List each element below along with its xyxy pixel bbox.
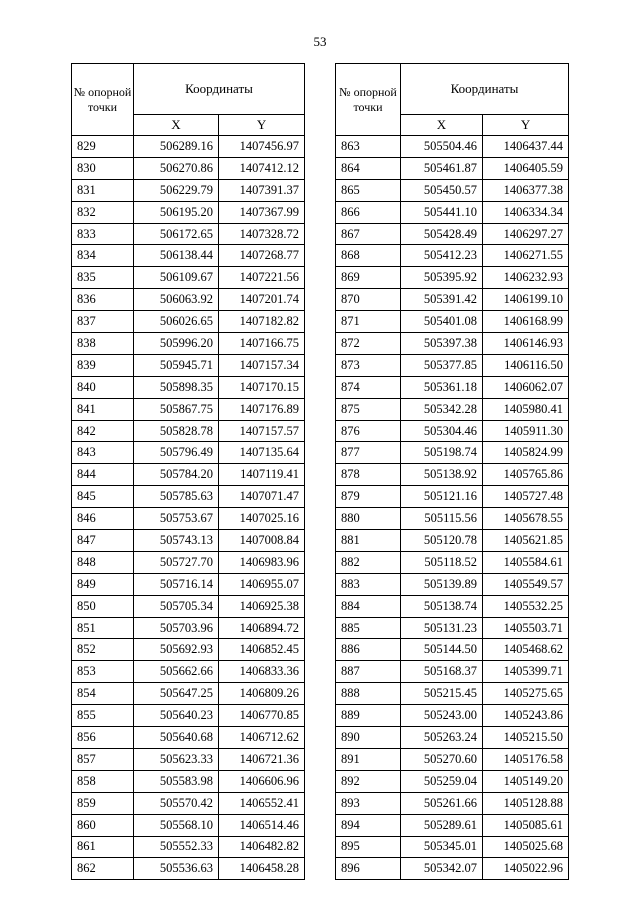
- x-coordinate-cell: 505261.66: [401, 792, 483, 814]
- y-coordinate-cell: 1405149.20: [483, 770, 569, 792]
- table-row: [336, 661, 569, 683]
- table-row: [336, 836, 569, 858]
- table-row: [72, 289, 305, 311]
- x-coordinate-cell: 505662.66: [134, 661, 219, 683]
- point-number-cell: 883: [336, 573, 401, 595]
- y-coordinate-cell: 1405980.41: [483, 398, 569, 420]
- y-coordinate-cell: 1407119.41: [219, 464, 305, 486]
- table-row: [72, 354, 305, 376]
- y-coordinate-cell: 1407412.12: [219, 157, 305, 179]
- y-coordinate-cell: 1406552.41: [219, 792, 305, 814]
- page-number: 53: [313, 34, 327, 49]
- x-coordinate-cell: 505504.46: [401, 136, 483, 158]
- x-coordinate-cell: 505945.71: [134, 354, 219, 376]
- table-row: [72, 770, 305, 792]
- x-coordinate-cell: 505898.35: [134, 376, 219, 398]
- point-number-cell: 834: [72, 245, 134, 267]
- coordinates-table-right: [335, 63, 569, 880]
- table-row: [72, 814, 305, 836]
- table-row: [336, 551, 569, 573]
- y-coordinate-cell: 1405765.86: [483, 464, 569, 486]
- y-coordinate-cell: 1405824.99: [483, 442, 569, 464]
- y-coordinate-cell: 1405911.30: [483, 420, 569, 442]
- table-row: [72, 508, 305, 530]
- point-number-cell: 847: [72, 530, 134, 552]
- table-row: [336, 289, 569, 311]
- table-row: [72, 420, 305, 442]
- x-coordinate-cell: 505568.10: [134, 814, 219, 836]
- table-row: [72, 442, 305, 464]
- x-coordinate-cell: 505168.37: [401, 661, 483, 683]
- y-coordinate-cell: 1405275.65: [483, 683, 569, 705]
- point-number-cell: 849: [72, 573, 134, 595]
- x-coordinate-cell: 505536.63: [134, 858, 219, 880]
- table-row: [336, 770, 569, 792]
- x-coordinate-cell: 505345.01: [401, 836, 483, 858]
- y-coordinate-cell: 1405176.58: [483, 748, 569, 770]
- x-coordinate-cell: 505118.52: [401, 551, 483, 573]
- point-number-cell: 859: [72, 792, 134, 814]
- x-coordinate-cell: 505342.07: [401, 858, 483, 880]
- point-number-cell: 833: [72, 223, 134, 245]
- y-coordinate-cell: 1407008.84: [219, 530, 305, 552]
- y-coordinate-cell: 1406482.82: [219, 836, 305, 858]
- y-coordinate-cell: 1406809.26: [219, 683, 305, 705]
- point-number-cell: 845: [72, 486, 134, 508]
- point-number-cell: 831: [72, 179, 134, 201]
- x-coordinate-cell: 505647.25: [134, 683, 219, 705]
- table-row: [72, 223, 305, 245]
- table-row: [336, 595, 569, 617]
- y-coordinate-cell: 1406116.50: [483, 354, 569, 376]
- point-number-cell: 894: [336, 814, 401, 836]
- table-row: [336, 639, 569, 661]
- table-row: [72, 486, 305, 508]
- y-coordinate-cell: 1405215.50: [483, 727, 569, 749]
- table-row: [72, 595, 305, 617]
- x-coordinate-cell: 505115.56: [401, 508, 483, 530]
- y-coordinate-cell: 1406852.45: [219, 639, 305, 661]
- x-coordinate-cell: 505397.38: [401, 333, 483, 355]
- point-number-cell: 848: [72, 551, 134, 573]
- x-coordinate-cell: 505121.16: [401, 486, 483, 508]
- table-row: [72, 179, 305, 201]
- point-number-cell: 861: [72, 836, 134, 858]
- x-coordinate-cell: 505395.92: [401, 267, 483, 289]
- x-coordinate-cell: 505263.24: [401, 727, 483, 749]
- y-column-header: Y: [483, 115, 569, 136]
- point-number-cell: 851: [72, 617, 134, 639]
- y-coordinate-cell: 1407071.47: [219, 486, 305, 508]
- y-coordinate-cell: 1406712.62: [219, 727, 305, 749]
- table-row: [72, 157, 305, 179]
- table-row: [336, 333, 569, 355]
- x-coordinate-cell: 505138.92: [401, 464, 483, 486]
- point-number-cell: 870: [336, 289, 401, 311]
- point-number-cell: 872: [336, 333, 401, 355]
- table-row: [336, 420, 569, 442]
- x-coordinate-cell: 505570.42: [134, 792, 219, 814]
- x-coordinate-cell: 506063.92: [134, 289, 219, 311]
- x-coordinate-cell: 505401.08: [401, 311, 483, 333]
- x-column-header: X: [134, 115, 219, 136]
- point-number-cell: 862: [72, 858, 134, 880]
- point-number-cell: 832: [72, 201, 134, 223]
- y-coordinate-cell: 1407025.16: [219, 508, 305, 530]
- table-row: [336, 573, 569, 595]
- y-coordinate-cell: 1406514.46: [219, 814, 305, 836]
- table-row: [336, 792, 569, 814]
- table-row: [72, 201, 305, 223]
- x-coordinate-cell: 505289.61: [401, 814, 483, 836]
- y-coordinate-cell: 1407176.89: [219, 398, 305, 420]
- x-coordinate-cell: 505361.18: [401, 376, 483, 398]
- point-number-cell: 879: [336, 486, 401, 508]
- table-row: [336, 814, 569, 836]
- table-row: [336, 748, 569, 770]
- x-coordinate-cell: 506289.16: [134, 136, 219, 158]
- y-coordinate-cell: 1407182.82: [219, 311, 305, 333]
- table-row: [336, 486, 569, 508]
- y-coordinate-cell: 1406925.38: [219, 595, 305, 617]
- x-coordinate-cell: 505703.96: [134, 617, 219, 639]
- y-coordinate-cell: 1405532.25: [483, 595, 569, 617]
- y-coordinate-cell: 1407367.99: [219, 201, 305, 223]
- table-row: [72, 683, 305, 705]
- point-number-cell: 857: [72, 748, 134, 770]
- point-number-cell: 890: [336, 727, 401, 749]
- y-coordinate-cell: 1407157.34: [219, 354, 305, 376]
- point-number-cell: 867: [336, 223, 401, 245]
- table-row: [336, 311, 569, 333]
- point-number-cell: 896: [336, 858, 401, 880]
- x-coordinate-cell: 505198.74: [401, 442, 483, 464]
- point-number-cell: 852: [72, 639, 134, 661]
- table-row: [72, 245, 305, 267]
- y-coordinate-cell: 1406297.27: [483, 223, 569, 245]
- y-coordinate-cell: 1406721.36: [219, 748, 305, 770]
- table-row: [336, 157, 569, 179]
- point-number-cell: 891: [336, 748, 401, 770]
- x-coordinate-cell: 505796.49: [134, 442, 219, 464]
- point-number-header: № опорной точки: [72, 64, 134, 136]
- y-coordinate-cell: 1405085.61: [483, 814, 569, 836]
- y-coordinate-cell: 1405549.57: [483, 573, 569, 595]
- y-coordinate-cell: 1406833.36: [219, 661, 305, 683]
- point-number-cell: 876: [336, 420, 401, 442]
- y-coordinate-cell: 1406955.07: [219, 573, 305, 595]
- table-row: [72, 551, 305, 573]
- y-coordinate-cell: 1405727.48: [483, 486, 569, 508]
- table-row: [336, 354, 569, 376]
- point-number-cell: 886: [336, 639, 401, 661]
- x-coordinate-cell: 505428.49: [401, 223, 483, 245]
- y-coordinate-cell: 1406770.85: [219, 705, 305, 727]
- y-coordinate-cell: 1405025.68: [483, 836, 569, 858]
- x-column-header: X: [401, 115, 483, 136]
- point-number-cell: 844: [72, 464, 134, 486]
- y-coordinate-cell: 1406232.93: [483, 267, 569, 289]
- y-coordinate-cell: 1406146.93: [483, 333, 569, 355]
- table-row: [336, 442, 569, 464]
- x-coordinate-cell: 506172.65: [134, 223, 219, 245]
- table-row: [72, 573, 305, 595]
- x-coordinate-cell: 505996.20: [134, 333, 219, 355]
- point-number-cell: 858: [72, 770, 134, 792]
- point-number-cell: 882: [336, 551, 401, 573]
- y-coordinate-cell: 1407268.77: [219, 245, 305, 267]
- point-number-cell: 874: [336, 376, 401, 398]
- table-row: [72, 464, 305, 486]
- point-number-cell: 838: [72, 333, 134, 355]
- y-coordinate-cell: 1407170.15: [219, 376, 305, 398]
- x-coordinate-cell: 505259.04: [401, 770, 483, 792]
- point-number-cell: 873: [336, 354, 401, 376]
- point-number-cell: 836: [72, 289, 134, 311]
- x-coordinate-cell: 506270.86: [134, 157, 219, 179]
- point-number-cell: 877: [336, 442, 401, 464]
- point-number-cell: 881: [336, 530, 401, 552]
- y-column-header: Y: [219, 115, 305, 136]
- y-coordinate-cell: 1407135.64: [219, 442, 305, 464]
- point-number-cell: 893: [336, 792, 401, 814]
- table-row: [72, 333, 305, 355]
- y-coordinate-cell: 1406062.07: [483, 376, 569, 398]
- y-coordinate-cell: 1406458.28: [219, 858, 305, 880]
- table-row: [336, 683, 569, 705]
- x-coordinate-cell: 505828.78: [134, 420, 219, 442]
- table-row: [336, 705, 569, 727]
- y-coordinate-cell: 1407201.74: [219, 289, 305, 311]
- point-number-cell: 888: [336, 683, 401, 705]
- point-number-cell: 850: [72, 595, 134, 617]
- x-coordinate-cell: 505270.60: [401, 748, 483, 770]
- point-number-cell: 864: [336, 157, 401, 179]
- y-coordinate-cell: 1406437.44: [483, 136, 569, 158]
- x-coordinate-cell: 505131.23: [401, 617, 483, 639]
- x-coordinate-cell: 506026.65: [134, 311, 219, 333]
- x-coordinate-cell: 505412.23: [401, 245, 483, 267]
- x-coordinate-cell: 505753.67: [134, 508, 219, 530]
- y-coordinate-cell: 1405399.71: [483, 661, 569, 683]
- table-row: [72, 136, 305, 158]
- x-coordinate-cell: 505138.74: [401, 595, 483, 617]
- table-row: [72, 376, 305, 398]
- point-number-cell: 865: [336, 179, 401, 201]
- y-coordinate-cell: 1406377.38: [483, 179, 569, 201]
- table-row: [336, 398, 569, 420]
- table-row: [72, 661, 305, 683]
- point-number-cell: 863: [336, 136, 401, 158]
- y-coordinate-cell: 1405503.71: [483, 617, 569, 639]
- table-row: [72, 398, 305, 420]
- x-coordinate-cell: 506195.20: [134, 201, 219, 223]
- y-coordinate-cell: 1407157.57: [219, 420, 305, 442]
- x-coordinate-cell: 505727.70: [134, 551, 219, 573]
- y-coordinate-cell: 1407456.97: [219, 136, 305, 158]
- point-number-cell: 878: [336, 464, 401, 486]
- table-row: [72, 267, 305, 289]
- table-row: [72, 748, 305, 770]
- point-number-cell: 853: [72, 661, 134, 683]
- x-coordinate-cell: 505243.00: [401, 705, 483, 727]
- point-number-cell: 887: [336, 661, 401, 683]
- table-row: [72, 617, 305, 639]
- y-coordinate-cell: 1405128.88: [483, 792, 569, 814]
- y-coordinate-cell: 1406405.59: [483, 157, 569, 179]
- table-row: [336, 727, 569, 749]
- point-number-cell: 842: [72, 420, 134, 442]
- point-number-cell: 892: [336, 770, 401, 792]
- point-number-cell: 880: [336, 508, 401, 530]
- coordinates-header: Координаты: [134, 64, 305, 115]
- point-number-cell: 869: [336, 267, 401, 289]
- x-coordinate-cell: 505304.46: [401, 420, 483, 442]
- x-coordinate-cell: 505139.89: [401, 573, 483, 595]
- x-coordinate-cell: 505640.68: [134, 727, 219, 749]
- table-row: [72, 705, 305, 727]
- y-coordinate-cell: 1407221.56: [219, 267, 305, 289]
- point-number-cell: 885: [336, 617, 401, 639]
- y-coordinate-cell: 1405678.55: [483, 508, 569, 530]
- point-number-cell: 854: [72, 683, 134, 705]
- x-coordinate-cell: 506109.67: [134, 267, 219, 289]
- point-number-cell: 884: [336, 595, 401, 617]
- point-number-cell: 846: [72, 508, 134, 530]
- table-row: [336, 136, 569, 158]
- point-number-cell: 889: [336, 705, 401, 727]
- table-row: [336, 617, 569, 639]
- table-row: [336, 267, 569, 289]
- point-number-cell: 830: [72, 157, 134, 179]
- table-row: [72, 858, 305, 880]
- y-coordinate-cell: 1405243.86: [483, 705, 569, 727]
- table-row: [336, 201, 569, 223]
- point-number-cell: 866: [336, 201, 401, 223]
- y-coordinate-cell: 1406983.96: [219, 551, 305, 573]
- point-number-cell: 860: [72, 814, 134, 836]
- table-row: [72, 836, 305, 858]
- x-coordinate-cell: 505441.10: [401, 201, 483, 223]
- table-row: [72, 792, 305, 814]
- point-number-header: № опорной точки: [336, 64, 401, 136]
- y-coordinate-cell: 1406894.72: [219, 617, 305, 639]
- table-row: [72, 530, 305, 552]
- y-coordinate-cell: 1406334.34: [483, 201, 569, 223]
- point-number-cell: 855: [72, 705, 134, 727]
- x-coordinate-cell: 505552.33: [134, 836, 219, 858]
- x-coordinate-cell: 505785.63: [134, 486, 219, 508]
- y-coordinate-cell: 1405468.62: [483, 639, 569, 661]
- table-row: [336, 858, 569, 880]
- table-row: [336, 376, 569, 398]
- y-coordinate-cell: 1405621.85: [483, 530, 569, 552]
- y-coordinate-cell: 1405584.61: [483, 551, 569, 573]
- y-coordinate-cell: 1407166.75: [219, 333, 305, 355]
- y-coordinate-cell: 1405022.96: [483, 858, 569, 880]
- point-number-cell: 835: [72, 267, 134, 289]
- point-number-cell: 868: [336, 245, 401, 267]
- x-coordinate-cell: 505215.45: [401, 683, 483, 705]
- table-row: [336, 179, 569, 201]
- x-coordinate-cell: 506138.44: [134, 245, 219, 267]
- table-row: [336, 530, 569, 552]
- x-coordinate-cell: 505784.20: [134, 464, 219, 486]
- y-coordinate-cell: 1406271.55: [483, 245, 569, 267]
- y-coordinate-cell: 1406199.10: [483, 289, 569, 311]
- x-coordinate-cell: 505692.93: [134, 639, 219, 661]
- x-coordinate-cell: 505640.23: [134, 705, 219, 727]
- x-coordinate-cell: 505377.85: [401, 354, 483, 376]
- point-number-cell: 843: [72, 442, 134, 464]
- point-number-cell: 856: [72, 727, 134, 749]
- table-row: [72, 727, 305, 749]
- x-coordinate-cell: 505623.33: [134, 748, 219, 770]
- y-coordinate-cell: 1406168.99: [483, 311, 569, 333]
- table-row: [336, 245, 569, 267]
- x-coordinate-cell: 505144.50: [401, 639, 483, 661]
- x-coordinate-cell: 506229.79: [134, 179, 219, 201]
- x-coordinate-cell: 505583.98: [134, 770, 219, 792]
- table-row: [336, 508, 569, 530]
- x-coordinate-cell: 505743.13: [134, 530, 219, 552]
- point-number-cell: 841: [72, 398, 134, 420]
- x-coordinate-cell: 505342.28: [401, 398, 483, 420]
- x-coordinate-cell: 505461.87: [401, 157, 483, 179]
- x-coordinate-cell: 505867.75: [134, 398, 219, 420]
- point-number-cell: 895: [336, 836, 401, 858]
- point-number-cell: 837: [72, 311, 134, 333]
- table-row: [72, 639, 305, 661]
- x-coordinate-cell: 505705.34: [134, 595, 219, 617]
- y-coordinate-cell: 1406606.96: [219, 770, 305, 792]
- table-row: [336, 464, 569, 486]
- y-coordinate-cell: 1407391.37: [219, 179, 305, 201]
- x-coordinate-cell: 505120.78: [401, 530, 483, 552]
- point-number-cell: 840: [72, 376, 134, 398]
- coordinates-header: Координаты: [401, 64, 569, 115]
- x-coordinate-cell: 505391.42: [401, 289, 483, 311]
- x-coordinate-cell: 505450.57: [401, 179, 483, 201]
- point-number-cell: 829: [72, 136, 134, 158]
- table-row: [336, 223, 569, 245]
- point-number-cell: 875: [336, 398, 401, 420]
- point-number-cell: 871: [336, 311, 401, 333]
- coordinates-table-left: [71, 63, 305, 880]
- x-coordinate-cell: 505716.14: [134, 573, 219, 595]
- point-number-cell: 839: [72, 354, 134, 376]
- table-row: [72, 311, 305, 333]
- y-coordinate-cell: 1407328.72: [219, 223, 305, 245]
